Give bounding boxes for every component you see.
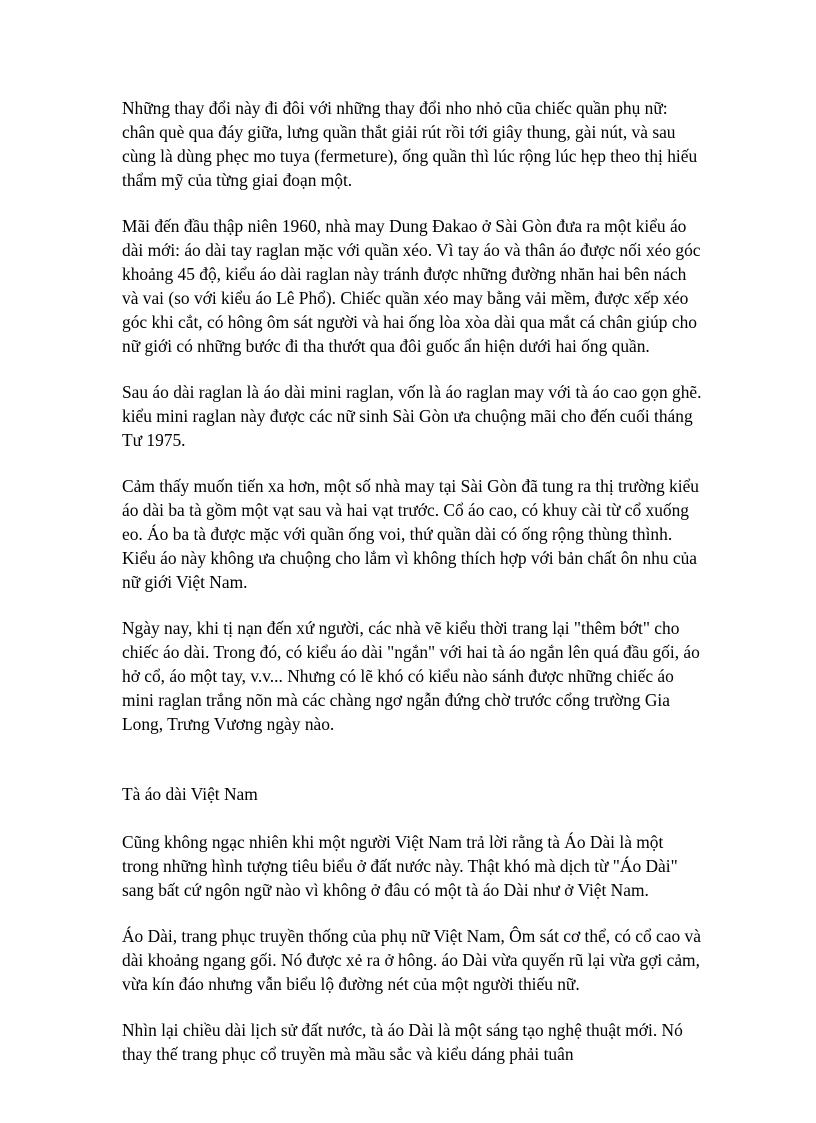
section-heading: Tà áo dài Việt Nam	[122, 784, 258, 804]
paragraph: Áo Dài, trang phục truyền thống của phụ nữ Việt Nam, Ôm sát cơ thể, có cổ cao và dài khoảng ngang gối. Nó được xẻ ra ở hông. áo Dài vừa quyến rũ lại vừa gợi cảm, vừa kín đáo nhưng vẫn biểu lộ đường nét của một người thiếu nữ.	[122, 926, 701, 994]
paragraph: Những thay đổi này đi đôi với những thay đổi nho nhỏ cũa chiếc quần phụ nữ: chân què qua đáy giữa, lưng quần thắt giải rút rồi tới giây thung, gài nút, và sau cùng là dùng phẹc mo tuya (fermeture), ống quần thì lúc rộng lúc hẹp theo thị hiếu thẩm mỹ của từng giai đoạn một.	[122, 98, 698, 190]
document-page	[122, 96, 702, 1088]
paragraph: Cảm thấy muốn tiến xa hơn, một số nhà may tại Sài Gòn đã tung ra thị trường kiểu áo dài ba tà gồm một vạt sau và hai vạt trước. Cổ áo cao, có khuy cài từ cổ xuống eo. Áo ba tà được mặc với quần ống voi, thứ quần dài có ống rộng thùng thình. Kiểu áo này không ưa chuộng cho lắm vì không thích hợp với bản chất ôn nhu của nữ giới Việt Nam.	[122, 476, 699, 592]
paragraph: Nhìn lại chiều dài lịch sử đất nước, tà áo Dài là một sáng tạo nghệ thuật mới. Nó thay thế trang phục cổ truyền mà mầu sắc và kiểu dáng phải tuân	[122, 1020, 683, 1064]
paragraph: Cũng không ngạc nhiên khi một người Việt Nam trả lời rằng tà Áo Dài là một trong những hình tượng tiêu biểu ở đất nước này. Thật khó mà dịch từ "Áo Dài" sang bất cứ ngôn ngữ nào vì không ở đâu có một tà áo Dài như ở Việt Nam.	[122, 832, 678, 900]
paragraph: Sau áo dài raglan là áo dài mini raglan, vốn là áo raglan may với tà áo cao gọn ghẽ. kiểu mini raglan này được các nữ sinh Sài Gòn ưa chuộng mãi cho đến cuối tháng Tư 1975.	[122, 382, 702, 450]
paragraph: Ngày nay, khi tị nạn đến xứ người, các nhà vẽ kiểu thời trang lại "thêm bớt" cho chiếc áo dài. Trong đó, có kiểu áo dài "ngắn" với hai tà áo ngắn lên quá đầu gối, áo hở cổ, áo một tay, v.v... Nhưng có lẽ khó có kiểu nào sánh được những chiếc áo mini raglan trắng nõn mà các chàng ngơ ngẫn đứng chờ trước cổng trường Gia Long, Trưng Vương ngày nào.	[122, 618, 700, 734]
paragraph: Mãi đến đầu thập niên 1960, nhà may Dung Đakao ở Sài Gòn đưa ra một kiểu áo dài mới: áo dài tay raglan mặc với quần xéo. Vì tay áo và thân áo được nối xéo góc khoảng 45 độ, kiểu áo dài raglan này tránh được những đường nhăn hai bên nách và vai (so với kiểu áo Lê Phổ). Chiếc quần xéo may bằng vải mềm, được xếp xéo góc khi cắt, có hông ôm sát người và hai ống lòa xòa dài qua mắt cá chân giúp cho nữ giới có những bước đi tha thướt qua đôi guốc ẩn hiện dưới hai ống quần.	[122, 216, 701, 356]
